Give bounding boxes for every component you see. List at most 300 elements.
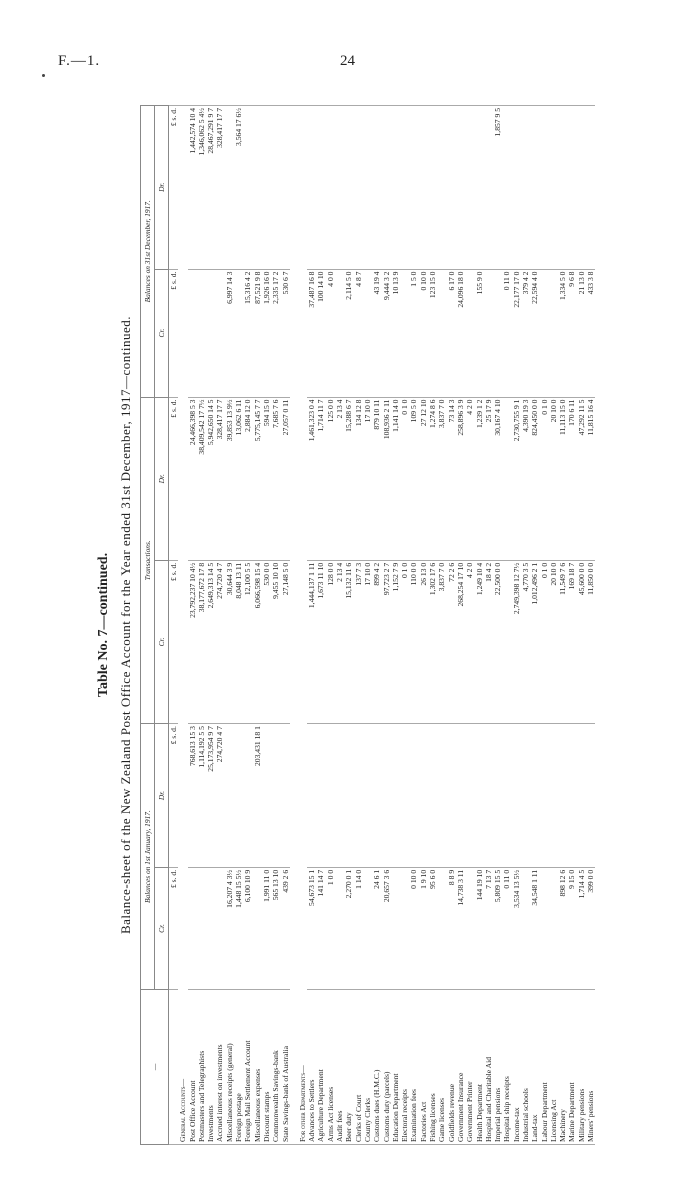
account-name: Education Department xyxy=(391,990,400,1145)
cell-dec-dr xyxy=(437,106,446,270)
cell-dec-cr: 0 11 0 xyxy=(502,269,511,397)
table-row xyxy=(475,106,484,1145)
section-heading: General Accounts— xyxy=(178,106,187,1145)
cell-jan-dr xyxy=(530,724,539,868)
cell-dec-dr xyxy=(419,106,428,270)
cell-tr-cr: 169 18 7 xyxy=(567,560,576,723)
table-row xyxy=(484,106,493,1145)
cell-dec-cr xyxy=(484,269,493,397)
cell-tr-dr: 125 0 0 xyxy=(326,397,335,560)
table-row xyxy=(243,106,252,1145)
cell-tr-dr: 108,936 2 11 xyxy=(382,397,391,560)
cell-jan-dr xyxy=(354,724,363,868)
table-row xyxy=(586,106,595,1145)
cell-jan-cr: 565 13 10 xyxy=(271,867,280,989)
cell-tr-cr: 45,600 0 0 xyxy=(577,560,586,723)
cell-dec-dr xyxy=(271,106,280,270)
cell-jan-cr: 16,207 4 3½ xyxy=(225,867,234,989)
cell-dec-cr: 100 14 10 xyxy=(316,269,325,397)
cell-tr-cr xyxy=(502,560,511,723)
cell-jan-dr xyxy=(456,724,465,868)
cell-jan-cr: 439 2 6 xyxy=(281,867,290,989)
units-cell: £ s. d. xyxy=(169,560,179,723)
cell-jan-cr: 2,270 0 1 xyxy=(344,867,353,989)
table-row xyxy=(521,106,530,1145)
cell-dec-dr xyxy=(586,106,595,270)
cell-dec-dr xyxy=(372,106,381,270)
cell-jan-dr xyxy=(225,724,234,868)
cell-tr-cr: 22,500 0 0 xyxy=(493,560,502,723)
cell-dec-dr xyxy=(225,106,234,270)
header-transactions: Transactions. xyxy=(141,397,155,724)
account-name: Post Office Account xyxy=(188,990,197,1145)
account-name: Foreign Mail Settlement Account xyxy=(243,990,252,1145)
cell-tr-cr: 1,152 7 9 xyxy=(391,560,400,723)
account-name: Discount stamps xyxy=(262,990,271,1145)
cell-jan-cr: 3,534 13 5½ xyxy=(512,867,521,989)
cell-tr-dr: 2 13 4 xyxy=(335,397,344,560)
cell-jan-cr: 14,738 3 11 xyxy=(456,867,465,989)
cell-jan-dr xyxy=(335,724,344,868)
cell-dec-dr: 1,346,062 5 4½ xyxy=(197,106,206,270)
cell-jan-cr xyxy=(206,867,215,989)
section-heading: For other Departments— xyxy=(298,106,307,1145)
table-row xyxy=(456,106,465,1145)
cell-tr-dr: 7,685 7 6 xyxy=(271,397,280,560)
account-name: Machinery xyxy=(558,990,567,1145)
cell-dec-cr: 6,997 14 3 xyxy=(225,269,234,397)
cell-dec-dr xyxy=(521,106,530,270)
cell-tr-dr: 11,113 15 0 xyxy=(558,397,567,560)
cell-tr-dr: 1,461,323 0 4 xyxy=(307,397,316,560)
account-name: Labour Department xyxy=(540,990,549,1145)
cell-dec-cr: 155 9 0 xyxy=(475,269,484,397)
cell-jan-cr xyxy=(437,867,446,989)
cell-tr-cr: 27,148 5 0 xyxy=(281,560,290,723)
cell-tr-cr: 72 2 6 xyxy=(447,560,456,723)
cell-tr-cr: 6,066,598 15 4 xyxy=(253,560,262,723)
cell-dec-dr xyxy=(502,106,511,270)
units-cell: £ s. d. xyxy=(169,397,179,560)
cell-jan-cr xyxy=(363,867,372,989)
cell-tr-cr: 137 7 3 xyxy=(354,560,363,723)
cell-jan-dr xyxy=(307,724,316,868)
table-row xyxy=(530,106,539,1145)
account-name: Health Department xyxy=(475,990,484,1145)
cell-dec-dr: 1,857 9 5 xyxy=(493,106,502,270)
cell-jan-dr xyxy=(234,724,243,868)
account-name: Land-tax xyxy=(530,990,539,1145)
table-row xyxy=(419,106,428,1145)
cell-tr-cr: 4 2 0 xyxy=(465,560,474,723)
account-name: Military pensions xyxy=(577,990,586,1145)
cell-tr-cr: 8,048 13 11 xyxy=(234,560,243,723)
gap-cell xyxy=(290,106,298,1145)
header-group-row xyxy=(141,106,155,1145)
cell-tr-dr: 11,815 16 4 xyxy=(586,397,595,560)
cell-dec-dr xyxy=(281,106,290,270)
table-row xyxy=(307,106,316,1145)
account-name: Beer duty xyxy=(344,990,353,1145)
cell-tr-dr: 4,390 19 3 xyxy=(521,397,530,560)
account-name: Licensing Act xyxy=(549,990,558,1145)
account-name: Hospital and Charitable Aid xyxy=(484,990,493,1145)
cell-dec-cr xyxy=(363,269,372,397)
header-dec: Balances on 31st December, 1917. xyxy=(141,106,155,398)
cell-dec-cr xyxy=(437,269,446,397)
cell-jan-cr: 0 10 0 xyxy=(409,867,418,989)
units-cell: £ s. d. xyxy=(169,106,179,270)
cell-tr-cr: 3,837 7 0 xyxy=(437,560,446,723)
units-blank xyxy=(169,990,179,1145)
cell-dec-dr xyxy=(354,106,363,270)
account-name: Customs dues (H.M.C.) xyxy=(372,990,381,1145)
table-row xyxy=(382,106,391,1145)
cell-tr-cr: 4,770 3 5 xyxy=(521,560,530,723)
cell-dec-cr: 1,926 16 0 xyxy=(262,269,271,397)
cell-dec-cr xyxy=(400,269,409,397)
account-name: Marine Department xyxy=(567,990,576,1145)
cell-tr-cr: 26 13 0 xyxy=(419,560,428,723)
cell-jan-cr xyxy=(465,867,474,989)
cell-dec-dr xyxy=(558,106,567,270)
table-row xyxy=(391,106,400,1145)
cell-jan-cr xyxy=(188,867,197,989)
cell-tr-cr: 1,444,137 1 11 xyxy=(307,560,316,723)
cell-dec-cr: 1,334 5 0 xyxy=(558,269,567,397)
table-row xyxy=(465,106,474,1145)
cell-tr-dr: 30,167 4 10 xyxy=(493,397,502,560)
account-name: Goldfields revenue xyxy=(447,990,456,1145)
cell-tr-dr: 13,062 6 11 xyxy=(234,397,243,560)
account-name: Accrued interest on investments xyxy=(215,990,224,1145)
account-name: Fishing licenses xyxy=(428,990,437,1145)
table-row xyxy=(400,106,409,1145)
cell-jan-cr: 95 6 0 xyxy=(428,867,437,989)
cell-tr-cr: 1,302 17 6 xyxy=(428,560,437,723)
cell-jan-dr xyxy=(281,724,290,868)
account-name: Advances to Settlers xyxy=(307,990,316,1145)
account-name: Imperial pensions xyxy=(493,990,502,1145)
cell-jan-cr xyxy=(253,867,262,989)
cell-dec-cr: 6 17 0 xyxy=(447,269,456,397)
table-row xyxy=(372,106,381,1145)
cell-dec-cr xyxy=(465,269,474,397)
cell-tr-cr: 38,177,672 17 8 xyxy=(197,560,206,723)
cell-jan-dr xyxy=(271,724,280,868)
section-gap xyxy=(290,106,298,1145)
cell-jan-dr xyxy=(521,724,530,868)
cell-dec-cr: 4 8 7 xyxy=(354,269,363,397)
cell-jan-cr: 1 0 0 xyxy=(326,867,335,989)
cell-jan-dr xyxy=(549,724,558,868)
cell-jan-dr xyxy=(409,724,418,868)
account-name: Miners' pensions xyxy=(586,990,595,1145)
account-name: Commonwealth Savings-bank xyxy=(271,990,280,1145)
table-row xyxy=(197,106,206,1145)
rotated-table-page xyxy=(96,105,656,1145)
cell-jan-cr: 20,657 3 6 xyxy=(382,867,391,989)
cell-tr-cr: 0 1 0 xyxy=(400,560,409,723)
cell-jan-dr xyxy=(577,724,586,868)
cell-jan-dr xyxy=(243,724,252,868)
account-name: Arms Act licenses xyxy=(326,990,335,1145)
section-heading-row xyxy=(178,106,187,1145)
cell-dec-dr xyxy=(567,106,576,270)
header-crdr-row xyxy=(155,106,169,1145)
cell-dec-cr xyxy=(188,269,197,397)
table-body xyxy=(169,106,596,1145)
header-jan-cr: Cr. xyxy=(155,867,169,989)
cell-jan-cr: 1 9 10 xyxy=(419,867,428,989)
cell-tr-cr: 2 13 4 xyxy=(335,560,344,723)
cell-jan-cr: 6,100 10 9 xyxy=(243,867,252,989)
section-heading-row xyxy=(298,106,307,1145)
cell-jan-cr: 0 11 0 xyxy=(502,867,511,989)
cell-dec-cr: 4 0 0 xyxy=(326,269,335,397)
cell-jan-cr xyxy=(197,867,206,989)
cell-jan-dr: 274,720 4 7 xyxy=(215,724,224,868)
table-row xyxy=(326,106,335,1145)
cell-dec-dr xyxy=(316,106,325,270)
cell-dec-cr xyxy=(197,269,206,397)
cell-jan-dr xyxy=(502,724,511,868)
cell-tr-dr: 15,288 6 7 xyxy=(344,397,353,560)
cell-tr-dr: 1,239 1 2 xyxy=(475,397,484,560)
cell-jan-dr xyxy=(484,724,493,868)
cell-tr-dr xyxy=(502,397,511,560)
cell-tr-dr: 2,730,755 9 1 xyxy=(512,397,521,560)
cell-jan-cr xyxy=(335,867,344,989)
cell-tr-cr: 128 0 0 xyxy=(326,560,335,723)
cell-tr-cr: 274,720 4 7 xyxy=(215,560,224,723)
cell-dec-dr xyxy=(577,106,586,270)
cell-dec-cr: 9,444 3 2 xyxy=(382,269,391,397)
cell-tr-cr: 30,644 3 9 xyxy=(225,560,234,723)
account-name: Game licenses xyxy=(437,990,446,1145)
account-name: County Clerks xyxy=(363,990,372,1145)
table-row xyxy=(409,106,418,1145)
cell-dec-cr: 10 13 9 xyxy=(391,269,400,397)
cell-dec-cr: 2,335 17 2 xyxy=(271,269,280,397)
table-row xyxy=(437,106,446,1145)
cell-jan-dr xyxy=(428,724,437,868)
cell-dec-dr xyxy=(447,106,456,270)
cell-jan-dr xyxy=(391,724,400,868)
units-cell: £ s. d. xyxy=(169,867,179,989)
cell-dec-dr xyxy=(391,106,400,270)
table-row xyxy=(262,106,271,1145)
cell-tr-cr: 11,850 0 0 xyxy=(586,560,595,723)
cell-dec-cr xyxy=(335,269,344,397)
cell-dec-dr xyxy=(363,106,372,270)
cell-jan-dr xyxy=(493,724,502,868)
cell-dec-cr: 1 5 0 xyxy=(409,269,418,397)
page-number: 24 xyxy=(340,53,355,69)
cell-jan-dr: 25,173,954 9 7 xyxy=(206,724,215,868)
cell-jan-dr xyxy=(447,724,456,868)
cell-dec-dr xyxy=(549,106,558,270)
table-row xyxy=(281,106,290,1145)
cell-tr-cr: 17 10 0 xyxy=(363,560,372,723)
cell-jan-cr: 141 14 7 xyxy=(316,867,325,989)
cell-tr-dr: 20 10 0 xyxy=(549,397,558,560)
cell-tr-dr: 27 12 10 xyxy=(419,397,428,560)
cell-tr-cr: 20 10 0 xyxy=(549,560,558,723)
cell-dec-dr: 1,442,574 10 4 xyxy=(188,106,197,270)
cell-dec-cr: 530 6 7 xyxy=(281,269,290,397)
cell-dec-dr xyxy=(326,106,335,270)
cell-tr-dr: 5,775,145 7 7 xyxy=(253,397,262,560)
table-row xyxy=(493,106,502,1145)
cell-dec-cr xyxy=(215,269,224,397)
cell-jan-cr xyxy=(549,867,558,989)
cell-dec-cr xyxy=(234,269,243,397)
cell-tr-cr: 97,723 2 7 xyxy=(382,560,391,723)
table-row xyxy=(567,106,576,1145)
units-row xyxy=(169,106,179,1145)
table-row xyxy=(447,106,456,1145)
cell-jan-cr: 34,548 1 11 xyxy=(530,867,539,989)
cell-tr-cr: 1,249 10 4 xyxy=(475,560,484,723)
cell-jan-cr: 7 13 7 xyxy=(484,867,493,989)
table-row xyxy=(549,106,558,1145)
cell-tr-cr: 1,012,496 2 1 xyxy=(530,560,539,723)
cell-tr-dr: 134 12 8 xyxy=(354,397,363,560)
cell-tr-dr: 109 5 0 xyxy=(409,397,418,560)
cell-jan-cr xyxy=(540,867,549,989)
account-name: Examination fees xyxy=(409,990,418,1145)
units-cell: £ s. d. xyxy=(169,724,179,868)
cell-jan-dr: 203,431 18 1 xyxy=(253,724,262,868)
cell-tr-dr: 3,837 7 0 xyxy=(437,397,446,560)
cell-jan-dr: 1,114,192 5 5 xyxy=(197,724,206,868)
account-name: Miscellaneous receipts (general) xyxy=(225,990,234,1145)
cell-tr-dr: 27,057 0 11 xyxy=(281,397,290,560)
cell-tr-dr: 38,409,542 17 7½ xyxy=(197,397,206,560)
cell-tr-dr: 39,853 13 9½ xyxy=(225,397,234,560)
cell-jan-cr: 54,673 15 1 xyxy=(307,867,316,989)
cell-jan-dr xyxy=(344,724,353,868)
cell-dec-dr: 328,417 17 7 xyxy=(215,106,224,270)
cell-tr-dr: 24,466,398 5 3 xyxy=(188,397,197,560)
cell-jan-dr xyxy=(326,724,335,868)
cell-jan-cr: 1,714 4 5 xyxy=(577,867,586,989)
table-subtitle: Balance-sheet of the New Zealand Post Office Account for the Year ended 31st December, 1917—continued. xyxy=(118,315,133,935)
cell-dec-dr xyxy=(465,106,474,270)
account-name: Postmasters and Telegraphists xyxy=(197,990,206,1145)
account-name: Customs duty (parcels) xyxy=(382,990,391,1145)
cell-tr-dr: 1,714 11 7 xyxy=(316,397,325,560)
report-reference: F.—1. xyxy=(58,53,101,69)
cell-tr-cr: 530 0 0 xyxy=(262,560,271,723)
cell-jan-cr: 399 0 0 xyxy=(586,867,595,989)
cell-dec-cr: 22,177 17 0 xyxy=(512,269,521,397)
cell-tr-dr: 594 15 0 xyxy=(262,397,271,560)
table-row xyxy=(225,106,234,1145)
cell-tr-dr: 1,141 14 0 xyxy=(391,397,400,560)
table-row xyxy=(502,106,511,1145)
cell-jan-dr xyxy=(363,724,372,868)
cell-jan-dr xyxy=(475,724,484,868)
cell-tr-dr: 0 1 0 xyxy=(400,397,409,560)
cell-dec-dr xyxy=(344,106,353,270)
cell-tr-dr: 824,450 0 0 xyxy=(530,397,539,560)
cell-dec-dr xyxy=(253,106,262,270)
cell-tr-cr: 9,455 10 10 xyxy=(271,560,280,723)
header-tr-cr: Cr. xyxy=(155,560,169,723)
table-title: Table No. 7—continued. xyxy=(96,552,111,698)
cell-dec-cr: 0 10 0 xyxy=(419,269,428,397)
cell-tr-dr: 73 14 3 xyxy=(447,397,456,560)
account-name: Foreign postage xyxy=(234,990,243,1145)
cell-dec-cr: 87,521 9 8 xyxy=(253,269,262,397)
account-name: Income-tax xyxy=(512,990,521,1145)
cell-tr-cr: 23,792,237 10 4½ xyxy=(188,560,197,723)
cell-tr-dr: 1,274 8 6 xyxy=(428,397,437,560)
cell-tr-dr: 2,884 12 0 xyxy=(243,397,252,560)
cell-tr-dr: 258,896 3 9 xyxy=(456,397,465,560)
cell-dec-cr: 433 3 8 xyxy=(586,269,595,397)
cell-jan-dr xyxy=(512,724,521,868)
cell-tr-cr: 15,132 11 6 xyxy=(344,560,353,723)
cell-jan-dr xyxy=(558,724,567,868)
cell-dec-dr xyxy=(243,106,252,270)
balance-sheet-table xyxy=(140,105,595,1145)
table-row xyxy=(363,106,372,1145)
table-row xyxy=(253,106,262,1145)
table-row xyxy=(577,106,586,1145)
cell-jan-cr: 9 15 0 xyxy=(567,867,576,989)
cell-dec-dr xyxy=(382,106,391,270)
cell-jan-cr xyxy=(215,867,224,989)
cell-dec-dr xyxy=(409,106,418,270)
margin-dot xyxy=(42,74,45,77)
account-name: State Savings-bank of Australia xyxy=(281,990,290,1145)
account-name: Agriculture Department xyxy=(316,990,325,1145)
cell-tr-dr: 328,417 17 7 xyxy=(215,397,224,560)
cell-jan-dr xyxy=(382,724,391,868)
cell-jan-cr: 1 14 0 xyxy=(354,867,363,989)
cell-dec-dr: 28,467,291 9 7 xyxy=(206,106,215,270)
cell-tr-cr: 11,549 7 6 xyxy=(558,560,567,723)
cell-jan-cr: 144 19 10 xyxy=(475,867,484,989)
cell-dec-dr xyxy=(512,106,521,270)
table-row xyxy=(540,106,549,1145)
table-row xyxy=(335,106,344,1145)
cell-tr-dr: 5,942,650 14 5 xyxy=(206,397,215,560)
cell-jan-dr xyxy=(465,724,474,868)
cell-dec-dr xyxy=(262,106,271,270)
account-name: Investments xyxy=(206,990,215,1145)
account-name: Hospital ship receipts xyxy=(502,990,511,1145)
account-name: Miscellaneous expenses xyxy=(253,990,262,1145)
cell-dec-dr xyxy=(400,106,409,270)
table-row xyxy=(428,106,437,1145)
cell-dec-dr xyxy=(307,106,316,270)
table-row xyxy=(271,106,280,1145)
cell-jan-dr xyxy=(372,724,381,868)
cell-jan-dr xyxy=(316,724,325,868)
cell-dec-cr: 21 13 0 xyxy=(577,269,586,397)
account-name: Electoral receipts xyxy=(400,990,409,1145)
cell-dec-dr xyxy=(484,106,493,270)
cell-jan-dr xyxy=(540,724,549,868)
account-name: Clerks of Court xyxy=(354,990,363,1145)
cell-tr-dr: 4 2 0 xyxy=(465,397,474,560)
cell-tr-dr: 170 6 11 xyxy=(567,397,576,560)
cell-dec-dr xyxy=(456,106,465,270)
